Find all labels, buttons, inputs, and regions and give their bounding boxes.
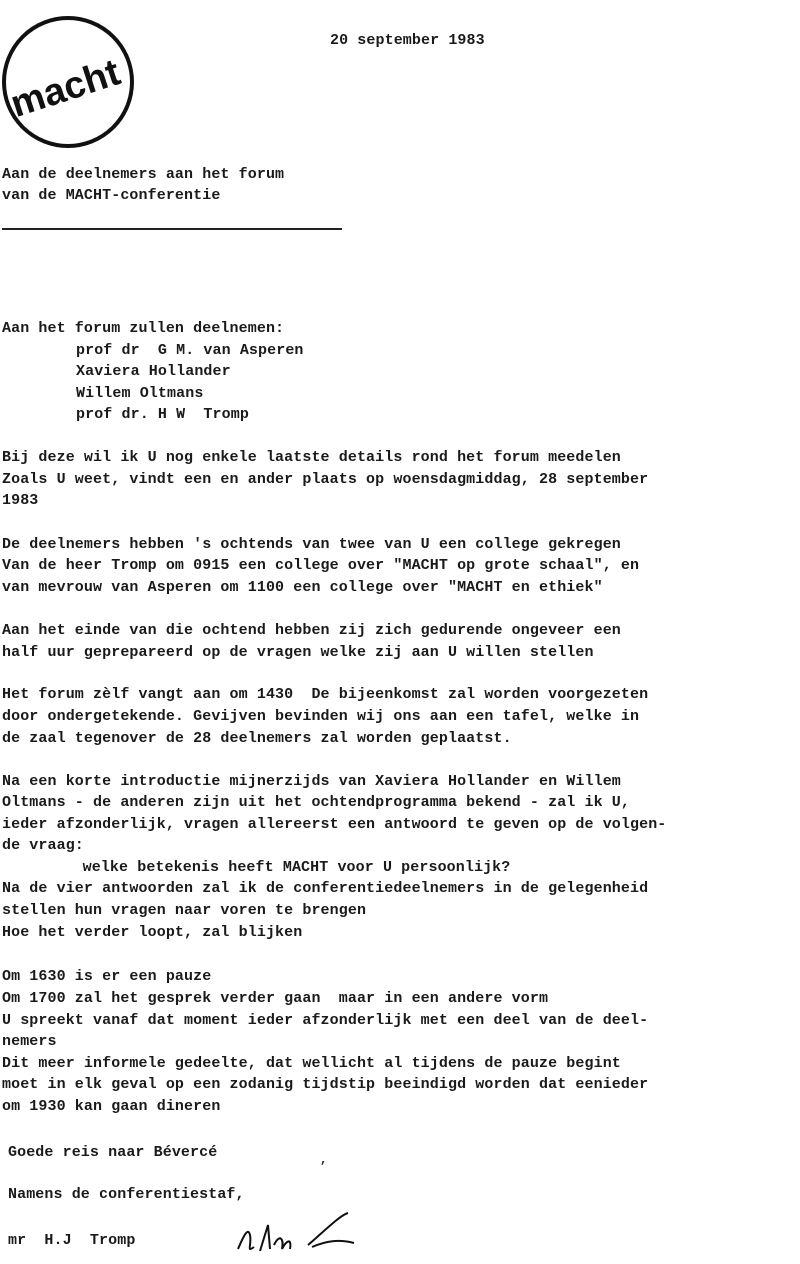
body-line: om 1930 kan gaan dineren (2, 1098, 221, 1115)
body-line: Van de heer Tromp om 0915 een college over "MACHT op grote schaal", en (2, 557, 640, 574)
addressee-line-2: van de MACHT-conferentie (2, 187, 221, 204)
body-line: De deelnemers hebben 's ochtends van twee van U een college gekregen (2, 536, 621, 553)
body-line: nemers (2, 1033, 57, 1050)
body-line: Na een korte introductie mijnerzijds van Xaviera Hollander en Willem (2, 773, 621, 790)
body-line: de vraag: (2, 837, 84, 854)
body-line: Het forum zèlf vangt aan om 1430 De bijeenkomst zal worden voorgezeten (2, 686, 649, 703)
signatory-name: mr H.J Tromp (8, 1232, 136, 1249)
body-line: ieder afzonderlijk, vragen allereerst een antwoord te geven op de volgen- (2, 816, 667, 833)
participant-name: Xaviera Hollander (76, 363, 231, 380)
letter-date: 20 september 1983 (330, 32, 485, 49)
body-line: door ondergetekende. Gevijven bevinden wij ons aan een tafel, welke in (2, 708, 640, 725)
handwritten-signature (230, 1205, 370, 1260)
body-line: de zaal tegenover de 28 deelnemers zal worden geplaatst. (2, 730, 512, 747)
body-line: moet in elk geval op een zodanig tijdstip beeindigd worden dat eenieder (2, 1076, 649, 1093)
body-line: Zoals U weet, vindt een en ander plaats op woensdagmiddag, 28 september (2, 471, 649, 488)
body-line: 1983 (2, 492, 39, 509)
closing-greeting: Goede reis naar Bévercé (8, 1144, 218, 1161)
participants-intro: Aan het forum zullen deelnemen: (2, 320, 285, 337)
closing-regards: Namens de conferentiestaf, (8, 1186, 245, 1203)
addressee-line-1: Aan de deelnemers aan het forum (2, 166, 285, 183)
body-line: Aan het einde van die ochtend hebben zij zich gedurende ongeveer een (2, 622, 621, 639)
body-line: stellen hun vragen naar voren te brengen (2, 902, 367, 919)
body-line: Om 1630 is er een pauze (2, 968, 212, 985)
svg-text:macht: macht (5, 51, 126, 126)
participant-name: Willem Oltmans (76, 385, 204, 402)
addressee-underline (2, 228, 342, 230)
body-line: half uur geprepareerd op de vragen welke zij aan U willen stellen (2, 644, 594, 661)
body-line: Bij deze wil ik U nog enkele laatste details rond het forum meedelen (2, 449, 621, 466)
body-line: Oltmans - de anderen zijn uit het ochtendprogramma bekend - zal ik U, (2, 794, 631, 811)
body-line: van mevrouw van Asperen om 1100 een college over "MACHT en ethiek" (2, 579, 603, 596)
body-line: Dit meer informele gedeelte, dat wellicht al tijdens de pauze begint (2, 1055, 621, 1072)
macht-logo-seal (0, 10, 140, 150)
participant-name: prof dr. H W Tromp (76, 406, 249, 423)
body-line: U spreekt vanaf dat moment ieder afzonderlijk met een deel van de deel- (2, 1012, 649, 1029)
scan-speck: , (320, 1153, 328, 1167)
participant-name: prof dr G M. van Asperen (76, 342, 304, 359)
question-line: welke betekenis heeft MACHT voor U persoonlijk? (28, 859, 511, 876)
body-line: Om 1700 zal het gesprek verder gaan maar in een andere vorm (2, 990, 549, 1007)
body-line: Na de vier antwoorden zal ik de conferentiedeelnemers in de gelegenheid (2, 880, 649, 897)
body-line: Hoe het verder loopt, zal blijken (2, 924, 303, 941)
